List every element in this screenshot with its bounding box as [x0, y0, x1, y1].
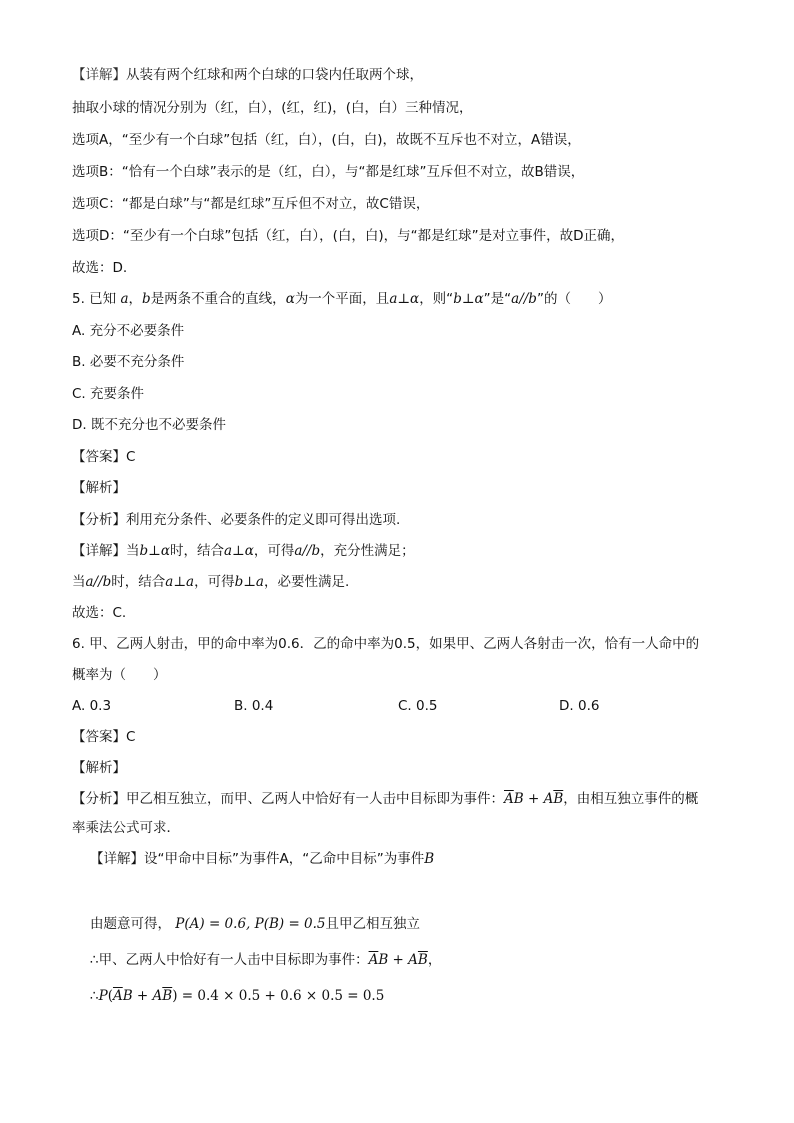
- q5-stem-part: 5. 已知: [72, 291, 117, 307]
- q5-stem-part: ，: [128, 291, 143, 307]
- q5-cond-a-perp-alpha: a⊥α: [389, 291, 420, 307]
- detail-tag: 【详解】: [72, 543, 126, 559]
- q6-detail-line-4: [90, 987, 384, 1005]
- analysis-text: 甲乙相互独立，而甲、乙两人中恰好有一人击中目标即为事件：: [126, 791, 504, 807]
- q5-cond-a-parallel-b: a//b: [511, 291, 537, 307]
- therefore-symbol: ∴: [90, 988, 99, 1004]
- q5-option-d: D. 既不充分也不必要条件: [72, 417, 226, 433]
- q5-option-c: C. 充要条件: [72, 386, 145, 402]
- probability-result: = 0.4 × 0.5 + 0.6 × 0.5 = 0.5: [181, 988, 385, 1004]
- q6-analysis-tag: 【解析】: [72, 760, 126, 776]
- event-expression: $\overline{A}B + A\overline{B}$: [504, 791, 564, 807]
- math-b-perp-alpha: b⊥α: [139, 543, 170, 559]
- q5-stem-part: ，则“: [419, 291, 454, 307]
- analysis-text: ，由相互独立事件的概: [563, 791, 699, 807]
- q5-stem-part: 为一个平面，且: [294, 291, 390, 307]
- math-a-parallel-b: a//b: [85, 574, 112, 590]
- q5-analysis-tag: 【解析】: [72, 480, 126, 496]
- answer-value: C: [126, 449, 136, 465]
- q5-var-a: a: [120, 291, 129, 307]
- q4-detail-line-2: 抽取小球的情况分别为（红，白），(红，红)，(白，白）三种情况，: [72, 100, 473, 116]
- q4-detail-line-1: [72, 66, 423, 84]
- q4-final-answer: 故选：D.: [72, 260, 128, 276]
- q6-detail-line-1: [90, 850, 434, 868]
- detail-text: 从装有两个红球和两个白球的口袋内任取两个球，: [126, 67, 423, 83]
- q5-option-b: B. 必要不充分条件: [72, 354, 185, 370]
- detail-tag: 【详解】: [90, 851, 144, 867]
- event-expression: $\overline{A}B + A\overline{B}$: [368, 952, 428, 968]
- q4-detail-line-3: 选项A，“至少有一个白球”包括（红，白），(白，白)，故既不互斥也不对立，A错误，: [72, 132, 581, 148]
- analysis-text: 利用充分条件、必要条件的定义即可得出选项.: [126, 512, 401, 528]
- q5-stem-part: ”是“: [483, 291, 512, 307]
- detail-text: ，: [427, 952, 442, 968]
- detail-text: 且甲乙相互独立: [325, 916, 421, 932]
- answer-tag: 【答案】: [72, 449, 126, 465]
- q5-answer: [72, 448, 135, 466]
- detail-text: ，可得: [253, 543, 295, 559]
- q6-analysis-line-2: 率乘法公式可求．: [72, 820, 180, 836]
- q5-stem: [72, 290, 611, 308]
- detail-tag: 【详解】: [72, 67, 126, 83]
- detail-text: 时，结合: [111, 574, 166, 590]
- q6-stem-line-2: 概率为（ ）: [72, 667, 167, 683]
- math-a-parallel-b: a//b: [294, 543, 321, 559]
- q5-analysis: [72, 511, 400, 529]
- math-a-perp-a: a⊥a: [165, 574, 195, 590]
- q6-option-d: D. 0.6: [559, 698, 600, 714]
- q4-detail-line-6: 选项D：“至少有一个白球”包括（红，白），(白，白)，与“都是红球”是对立事件，故D正确，: [72, 228, 625, 244]
- q6-option-c: C. 0.5: [398, 698, 438, 714]
- q5-option-a: A. 充分不必要条件: [72, 323, 185, 339]
- q6-answer: [72, 728, 135, 746]
- detail-text: ，可得: [194, 574, 235, 590]
- q5-cond-b-perp-alpha: b⊥α: [453, 291, 484, 307]
- answer-tag: 【答案】: [72, 729, 126, 745]
- probability-expression: $P(\overline{A}B + A\overline{B})$: [98, 988, 182, 1004]
- q6-analysis-line-1: [72, 790, 698, 808]
- q5-var-b: b: [142, 291, 151, 307]
- detail-text: ，充分性满足；: [320, 543, 415, 559]
- q6-option-b: B. 0.4: [234, 698, 274, 714]
- analysis-label: 【分析】: [72, 512, 126, 528]
- detail-text: ∴甲、乙两人中恰好有一人击中目标即为事件：: [90, 952, 369, 968]
- q5-detail-line-2: [72, 573, 349, 591]
- math-b-perp-a: b⊥a: [234, 574, 264, 590]
- q5-stem-part: 是两条不重合的直线，: [150, 291, 286, 307]
- q6-option-a: A. 0.3: [72, 698, 112, 714]
- q4-detail-line-5: 选项C：“都是白球”与“都是红球”互斥但不对立，故C错误，: [72, 196, 430, 212]
- detail-text: 当: [72, 574, 86, 590]
- answer-value: C: [126, 729, 136, 745]
- detail-text: ，必要性满足.: [263, 574, 350, 590]
- q5-stem-part: ”的（ ）: [536, 291, 612, 307]
- q6-detail-line-2: [90, 915, 420, 933]
- detail-text: 由题意可得，: [90, 916, 171, 932]
- q6-detail-line-3: [90, 951, 441, 969]
- probability-values: P(A) = 0.6, P(B) = 0.5: [175, 916, 326, 932]
- analysis-label: 【分析】: [72, 791, 126, 807]
- q5-alpha: α: [285, 291, 295, 307]
- q5-detail-line-1: [72, 542, 415, 560]
- event-b: B: [424, 851, 435, 867]
- math-a-perp-alpha: a⊥α: [223, 543, 254, 559]
- q5-final-answer: 故选：C.: [72, 605, 127, 621]
- detail-text: 时，结合: [169, 543, 224, 559]
- detail-text: 当: [126, 543, 140, 559]
- detail-text: 设“甲命中目标”为事件A，“乙命中目标”为事件: [144, 851, 425, 867]
- q4-detail-line-4: 选项B：“恰有一个白球”表示的是（红，白），与“都是红球”互斥但不对立，故B错误，: [72, 164, 585, 180]
- q6-stem-line-1: 6. 甲、乙两人射击，甲的命中率为0.6．乙的命中率为0.5，如果甲、乙两人各射击一次，恰有一人命中的: [72, 636, 700, 652]
